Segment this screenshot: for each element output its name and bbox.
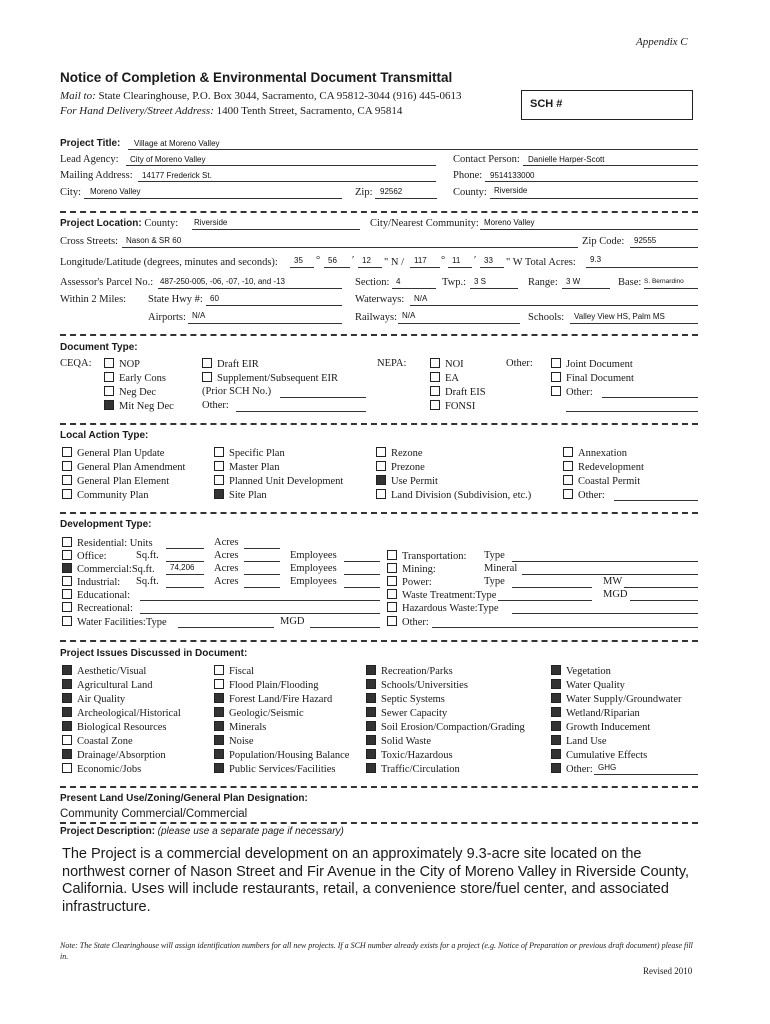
issue-recreation-checkbox[interactable]: Recreation/Parks bbox=[366, 665, 453, 678]
issue-land-use-checkbox[interactable]: Land Use bbox=[551, 735, 607, 748]
commercial-employees-label: Employees bbox=[290, 563, 337, 574]
development-other-checkbox[interactable]: Other: bbox=[387, 616, 429, 629]
project-issues-heading: Project Issues Discussed in Document: bbox=[60, 648, 248, 659]
ceqa-mit-neg-dec-checkbox[interactable]: Mit Neg Dec bbox=[104, 400, 174, 413]
base-value[interactable]: S. Bernardino bbox=[644, 278, 684, 285]
use-permit-checkbox[interactable]: Use Permit bbox=[376, 475, 438, 488]
zip-label: Zip: bbox=[355, 187, 373, 198]
waste-mgd-label: MGD bbox=[603, 589, 628, 600]
section-value[interactable]: 4 bbox=[396, 277, 401, 286]
office-employees-label: Employees bbox=[290, 550, 337, 561]
nepa-fonsi-checkbox[interactable]: FONSI bbox=[430, 400, 475, 413]
joint-document-checkbox[interactable]: Joint Document bbox=[551, 358, 633, 371]
residential-checkbox[interactable]: Residential: Units bbox=[62, 537, 153, 550]
educational-checkbox[interactable]: Educational: bbox=[62, 589, 130, 602]
hand-delivery-line bbox=[60, 105, 402, 117]
lead-agency-label: Lead Agency: bbox=[60, 154, 119, 165]
waterways-value[interactable]: N/A bbox=[414, 294, 428, 303]
recreational-checkbox[interactable]: Recreational: bbox=[62, 602, 133, 615]
apn-label: Assessor's Parcel No.: bbox=[60, 277, 154, 288]
section-label: Section: bbox=[355, 277, 390, 288]
within-2-miles-label: Within 2 Miles: bbox=[60, 294, 127, 305]
prior-sch-label: (Prior SCH No.) bbox=[202, 386, 272, 397]
issue-schools-checkbox[interactable]: Schools/Universities bbox=[366, 679, 468, 692]
state-hwy-label: State Hwy #: bbox=[148, 294, 203, 305]
industrial-checkbox[interactable]: Industrial: bbox=[62, 576, 120, 589]
mailing-address-value[interactable]: 14177 Frederick St. bbox=[142, 171, 212, 180]
ceqa-other-label: Other: bbox=[202, 400, 229, 411]
document-type-heading: Document Type: bbox=[60, 342, 138, 353]
footer-note: Note: The State Clearinghouse will assign identification numbers for all new projects. If a SCH number already exists for a project (e.g. Notice of Preparation or previous draft document) please fill in. bbox=[60, 941, 693, 961]
nepa-noi-checkbox[interactable]: NOI bbox=[430, 358, 464, 371]
industrial-sqft-label: Sq.ft. bbox=[136, 576, 159, 587]
lead-agency-value[interactable]: City of Moreno Valley bbox=[130, 155, 206, 164]
issue-traffic-checkbox[interactable]: Traffic/Circulation bbox=[366, 763, 460, 776]
issue-cumulative-checkbox[interactable]: Cumulative Effects bbox=[551, 749, 647, 762]
range-value[interactable]: 3 W bbox=[566, 277, 581, 286]
issue-economic-checkbox[interactable]: Economic/Jobs bbox=[62, 763, 141, 776]
transportation-checkbox[interactable]: Transportation: bbox=[387, 550, 466, 563]
issue-vegetation-checkbox[interactable]: Vegetation bbox=[551, 665, 611, 678]
project-location-label: Project Location: bbox=[60, 218, 142, 229]
phone-value[interactable]: 9514133000 bbox=[490, 171, 535, 180]
schools-label: Schools: bbox=[528, 312, 565, 323]
long-seconds[interactable]: 33 bbox=[484, 256, 493, 265]
office-sqft-label: Sq.ft. bbox=[136, 550, 159, 561]
hand-delivery-label: For Hand Delivery/Street Address: bbox=[60, 105, 214, 117]
issue-forest-land-checkbox[interactable]: Forest Land/Fire Hazard bbox=[214, 693, 332, 706]
project-location-line bbox=[60, 218, 178, 229]
long-minutes[interactable]: 11 bbox=[452, 256, 461, 265]
issue-septic-checkbox[interactable]: Septic Systems bbox=[366, 693, 445, 706]
contact-person-value[interactable]: Danielle Harper-Scott bbox=[528, 155, 605, 164]
final-document-checkbox[interactable]: Final Document bbox=[551, 372, 634, 385]
contact-person-label: Contact Person: bbox=[453, 154, 520, 165]
power-type-label: Type bbox=[484, 576, 505, 587]
rezone-checkbox[interactable]: Rezone bbox=[376, 447, 423, 460]
long-degree-symbol: ° bbox=[441, 255, 446, 266]
office-acres-label: Acres bbox=[214, 550, 239, 561]
zip-value[interactable]: 92562 bbox=[380, 187, 403, 196]
general-plan-amendment-checkbox[interactable]: General Plan Amendment bbox=[62, 461, 185, 474]
other-type-label: Other: bbox=[506, 358, 533, 369]
general-plan-element-checkbox[interactable]: General Plan Element bbox=[62, 475, 169, 488]
cross-streets-label: Cross Streets: bbox=[60, 236, 119, 247]
mining-checkbox[interactable]: Mining: bbox=[387, 563, 436, 576]
form-title: Notice of Completion & Environmental Document Transmittal bbox=[60, 70, 453, 85]
railways-value[interactable]: N/A bbox=[402, 311, 416, 320]
nepa-draft-eis-checkbox[interactable]: Draft EIS bbox=[430, 386, 486, 399]
lat-seconds[interactable]: 12 bbox=[362, 256, 371, 265]
waste-treatment-checkbox[interactable]: Waste Treatment:Type bbox=[387, 589, 496, 602]
issue-flood-plain-checkbox[interactable]: Flood Plain/Flooding bbox=[214, 679, 319, 692]
location-county-value[interactable]: Riverside bbox=[194, 218, 228, 227]
power-mw-label: MW bbox=[603, 576, 623, 587]
specific-plan-checkbox[interactable]: Specific Plan bbox=[214, 447, 285, 460]
local-action-heading: Local Action Type: bbox=[60, 430, 149, 441]
planned-unit-development-checkbox[interactable]: Planned Unit Development bbox=[214, 475, 343, 488]
lat-degree-symbol: ° bbox=[316, 255, 321, 266]
mail-to-line bbox=[60, 90, 461, 102]
airports-value[interactable]: N/A bbox=[192, 311, 206, 320]
appendix-label: Appendix C bbox=[636, 36, 688, 48]
project-description-heading-line bbox=[60, 826, 344, 837]
issue-population-checkbox[interactable]: Population/Housing Balance bbox=[214, 749, 349, 762]
mail-to-label: Mail to: bbox=[60, 90, 96, 102]
ceqa-neg-dec-checkbox[interactable]: Neg Dec bbox=[104, 386, 156, 399]
lat-degrees[interactable]: 35 bbox=[294, 256, 303, 265]
issue-wetland-checkbox[interactable]: Wetland/Riparian bbox=[551, 707, 640, 720]
ceqa-early-cons-checkbox[interactable]: Early Cons bbox=[104, 372, 166, 385]
issue-soil-erosion-checkbox[interactable]: Soil Erosion/Compaction/Grading bbox=[366, 721, 525, 734]
north-label: " N / bbox=[384, 257, 405, 268]
issue-water-quality-checkbox[interactable]: Water Quality bbox=[551, 679, 625, 692]
issue-water-supply-checkbox[interactable]: Water Supply/Groundwater bbox=[551, 693, 682, 706]
location-zip-value[interactable]: 92555 bbox=[634, 236, 657, 245]
issue-biological-checkbox[interactable]: Biological Resources bbox=[62, 721, 167, 734]
issue-public-services-checkbox[interactable]: Public Services/Facilities bbox=[214, 763, 335, 776]
total-acres-value[interactable]: 9.3 bbox=[590, 255, 602, 264]
issue-solid-waste-checkbox[interactable]: Solid Waste bbox=[366, 735, 431, 748]
base-label: Base: bbox=[618, 277, 642, 288]
transportation-type-label: Type bbox=[484, 550, 505, 561]
community-label: City/Nearest Community: bbox=[370, 218, 479, 229]
issue-growth-inducement-checkbox[interactable]: Growth Inducement bbox=[551, 721, 650, 734]
issue-archeological-checkbox[interactable]: Archeological/Historical bbox=[62, 707, 181, 720]
land-division-checkbox[interactable]: Land Division (Subdivision, etc.) bbox=[376, 489, 531, 502]
county-value[interactable]: Riverside bbox=[494, 186, 528, 195]
coastal-permit-checkbox[interactable]: Coastal Permit bbox=[563, 475, 640, 488]
railways-label: Railways: bbox=[355, 312, 397, 323]
annexation-checkbox[interactable]: Annexation bbox=[563, 447, 627, 460]
issue-air-quality-checkbox[interactable]: Air Quality bbox=[62, 693, 125, 706]
phone-label: Phone: bbox=[453, 170, 483, 181]
land-use-value[interactable]: Community Commercial/Commercial bbox=[60, 808, 248, 820]
commercial-acres-label: Acres bbox=[214, 563, 239, 574]
project-title-value[interactable]: Village at Moreno Valley bbox=[134, 139, 220, 148]
twp-value[interactable]: 3 S bbox=[474, 277, 487, 286]
city-value[interactable]: Moreno Valley bbox=[90, 187, 141, 196]
sch-label: SCH # bbox=[530, 98, 563, 110]
issue-fiscal-checkbox[interactable]: Fiscal bbox=[214, 665, 254, 678]
hazardous-waste-checkbox[interactable]: Hazardous Waste:Type bbox=[387, 602, 498, 615]
site-plan-checkbox[interactable]: Site Plan bbox=[214, 489, 267, 502]
range-label: Range: bbox=[528, 277, 558, 288]
community-value[interactable]: Moreno Valley bbox=[484, 218, 535, 227]
water-mgd-label: MGD bbox=[280, 616, 305, 627]
issue-sewer-checkbox[interactable]: Sewer Capacity bbox=[366, 707, 447, 720]
issue-geologic-checkbox[interactable]: Geologic/Seismic bbox=[214, 707, 304, 720]
project-description-text[interactable]: The Project is a commercial development on an approximately 9.3-acre site located on the northwest corner of Nason Street and Fir Avenue in the City of Moreno Valley in Riverside County, California. Uses will include restaurants, retail, a convenience store/fuel center, and associated infrastructure. bbox=[62, 846, 690, 915]
water-facilities-checkbox[interactable]: Water Facilities:Type bbox=[62, 616, 167, 629]
redevelopment-checkbox[interactable]: Redevelopment bbox=[563, 461, 644, 474]
twp-label: Twp.: bbox=[442, 277, 467, 288]
mailing-address-label: Mailing Address: bbox=[60, 170, 133, 181]
issue-other-checkbox[interactable]: Other: bbox=[551, 763, 593, 776]
issue-noise-checkbox[interactable]: Noise bbox=[214, 735, 254, 748]
issue-drainage-checkbox[interactable]: Drainage/Absorption bbox=[62, 749, 166, 762]
state-hwy-value[interactable]: 60 bbox=[210, 294, 219, 303]
location-county-label: County: bbox=[144, 218, 179, 229]
long-minute-symbol: ′ bbox=[474, 255, 477, 266]
land-use-heading: Present Land Use/Zoning/General Plan Designation: bbox=[60, 793, 308, 804]
project-description-note: (please use a separate page if necessary) bbox=[157, 826, 344, 837]
commercial-sqft-value[interactable]: 74,206 bbox=[170, 563, 195, 572]
project-title-label: Project Title: bbox=[60, 138, 121, 149]
issue-aesthetic-checkbox[interactable]: Aesthetic/Visual bbox=[62, 665, 146, 678]
latlong-label: Longitude/Latitude (degrees, minutes and seconds): bbox=[60, 257, 278, 268]
county-label: County: bbox=[453, 187, 487, 198]
project-description-heading: Project Description: bbox=[60, 826, 156, 837]
general-plan-update-checkbox[interactable]: General Plan Update bbox=[62, 447, 164, 460]
lat-minutes[interactable]: 56 bbox=[328, 256, 337, 265]
prezone-checkbox[interactable]: Prezone bbox=[376, 461, 425, 474]
issue-agricultural-checkbox[interactable]: Agricultural Land bbox=[62, 679, 153, 692]
lat-minute-symbol: ′ bbox=[352, 255, 355, 266]
revised-label: Revised 2010 bbox=[643, 966, 693, 976]
nepa-label: NEPA: bbox=[377, 358, 407, 369]
issue-minerals-checkbox[interactable]: Minerals bbox=[214, 721, 266, 734]
hand-delivery-value: 1400 Tenth Street, Sacramento, CA 95814 bbox=[216, 105, 403, 117]
development-type-heading: Development Type: bbox=[60, 519, 152, 530]
ceqa-label: CEQA: bbox=[60, 358, 92, 369]
community-plan-checkbox[interactable]: Community Plan bbox=[62, 489, 148, 502]
ceqa-supplement-eir-checkbox[interactable]: Supplement/Subsequent EIR bbox=[202, 372, 338, 385]
industrial-employees-label: Employees bbox=[290, 576, 337, 587]
mail-to-value: State Clearinghouse, P.O. Box 3044, Sacramento, CA 95812-3044 (916) 445-0613 bbox=[98, 90, 462, 102]
issue-toxic-checkbox[interactable]: Toxic/Hazardous bbox=[366, 749, 453, 762]
cross-streets-value[interactable]: Nason & SR 60 bbox=[126, 236, 182, 245]
master-plan-checkbox[interactable]: Master Plan bbox=[214, 461, 279, 474]
long-degrees[interactable]: 117 bbox=[414, 256, 427, 265]
ceqa-nop-checkbox[interactable]: NOP bbox=[104, 358, 140, 371]
local-other-checkbox[interactable]: Other: bbox=[563, 489, 605, 502]
waterways-label: Waterways: bbox=[355, 294, 405, 305]
west-total-acres-label: " W Total Acres: bbox=[506, 257, 576, 268]
location-zip-label: Zip Code: bbox=[582, 236, 625, 247]
city-label: City: bbox=[60, 187, 82, 198]
ceqa-draft-eir-checkbox[interactable]: Draft EIR bbox=[202, 358, 259, 371]
commercial-checkbox[interactable]: Commercial:Sq.ft. bbox=[62, 563, 155, 576]
power-checkbox[interactable]: Power: bbox=[387, 576, 432, 589]
apn-value[interactable]: 487-250-005, -06, -07, -10, and -13 bbox=[160, 277, 285, 286]
industrial-acres-label: Acres bbox=[214, 576, 239, 587]
schools-value[interactable]: Valley View HS, Palm MS bbox=[574, 312, 665, 321]
sch-number-box[interactable] bbox=[521, 90, 693, 120]
office-checkbox[interactable]: Office: bbox=[62, 550, 107, 563]
mining-mineral-label: Mineral bbox=[484, 563, 518, 574]
issue-coastal-zone-checkbox[interactable]: Coastal Zone bbox=[62, 735, 133, 748]
airports-label: Airports: bbox=[148, 312, 186, 323]
issue-other-value[interactable]: GHG bbox=[598, 763, 617, 772]
nepa-ea-checkbox[interactable]: EA bbox=[430, 372, 459, 385]
residential-acres-label: Acres bbox=[214, 537, 239, 548]
other-document-checkbox[interactable]: Other: bbox=[551, 386, 593, 399]
